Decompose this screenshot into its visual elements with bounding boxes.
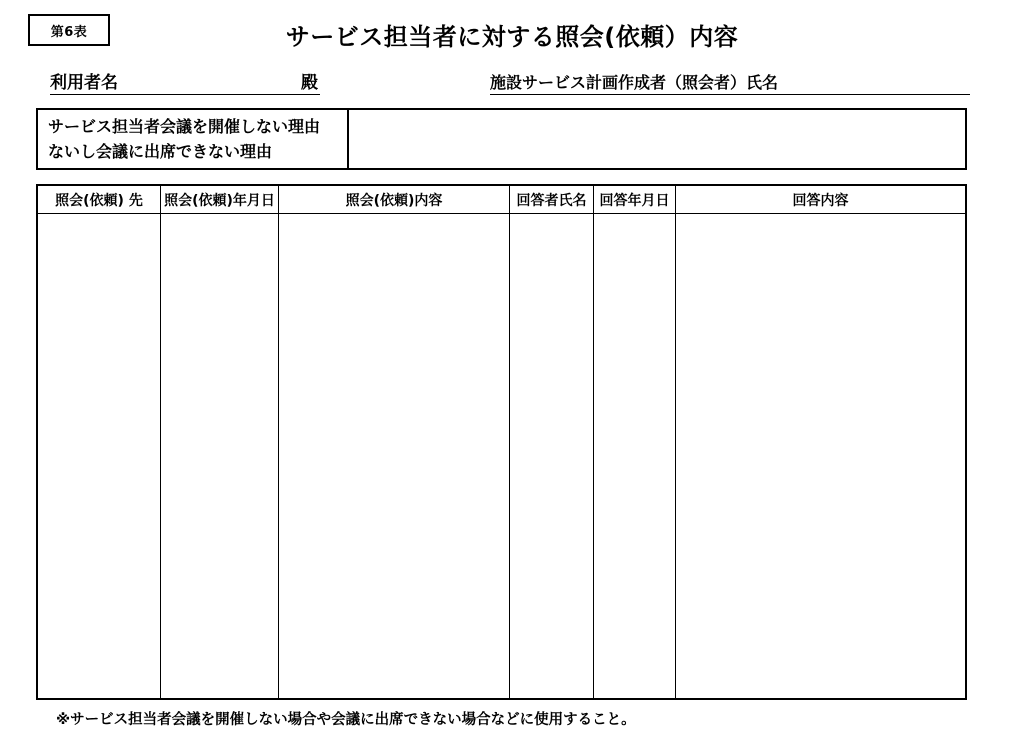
- form-number-label: 第6表: [50, 24, 88, 40]
- table-header-cell-inquiry-date: [161, 186, 279, 213]
- table-header-label: 回答者氏名: [516, 192, 587, 209]
- reason-label-cell: [38, 110, 349, 168]
- table-header-cell-response-content: [676, 186, 965, 213]
- table-header-row: [38, 186, 965, 214]
- table-cell-response-date[interactable]: [594, 214, 676, 698]
- table-header-cell-responder-name: [510, 186, 594, 213]
- table-header-cell-inquiry-target: [38, 186, 161, 213]
- inquiry-response-table: [36, 184, 967, 700]
- reason-value-input[interactable]: [349, 110, 965, 168]
- footer-note: ※サービス担当者会議を開催しない場合や会議に出席できない場合などに使用すること。: [56, 712, 636, 728]
- honorific-label: 殿: [301, 73, 318, 93]
- user-name-field-group: [50, 68, 320, 95]
- name-entry-row: [50, 68, 970, 96]
- reason-label-line-1: サービス担当者会議を開催しない理由: [48, 117, 321, 136]
- table-header-label: 照会(依頼)内容: [345, 192, 443, 209]
- table-header-label: 回答内容: [792, 192, 849, 209]
- table-cell-response-content[interactable]: [676, 214, 965, 698]
- page-title: サービス担当者に対する照会(依頼）内容: [285, 23, 739, 51]
- table-row: [38, 214, 965, 698]
- table-cell-responder-name[interactable]: [510, 214, 594, 698]
- table-cell-inquiry-target[interactable]: [38, 214, 161, 698]
- table-header-label: 回答年月日: [599, 192, 670, 209]
- table-cell-inquiry-content[interactable]: [279, 214, 510, 698]
- user-name-label: 利用者名: [50, 73, 118, 93]
- table-header-cell-response-date: [594, 186, 676, 213]
- table-header-cell-inquiry-content: [279, 186, 510, 213]
- reason-box: [36, 108, 967, 170]
- reason-label-line-2: ないし会議に出席できない理由: [48, 142, 273, 161]
- table-cell-inquiry-date[interactable]: [161, 214, 279, 698]
- table-header-label: 照会(依頼) 先: [55, 192, 143, 209]
- table-header-label: 照会(依頼)年月日: [164, 192, 275, 209]
- plan-creator-field-group: [490, 68, 970, 95]
- plan-creator-label: 施設サービス計画作成者（照会者）氏名: [490, 73, 779, 92]
